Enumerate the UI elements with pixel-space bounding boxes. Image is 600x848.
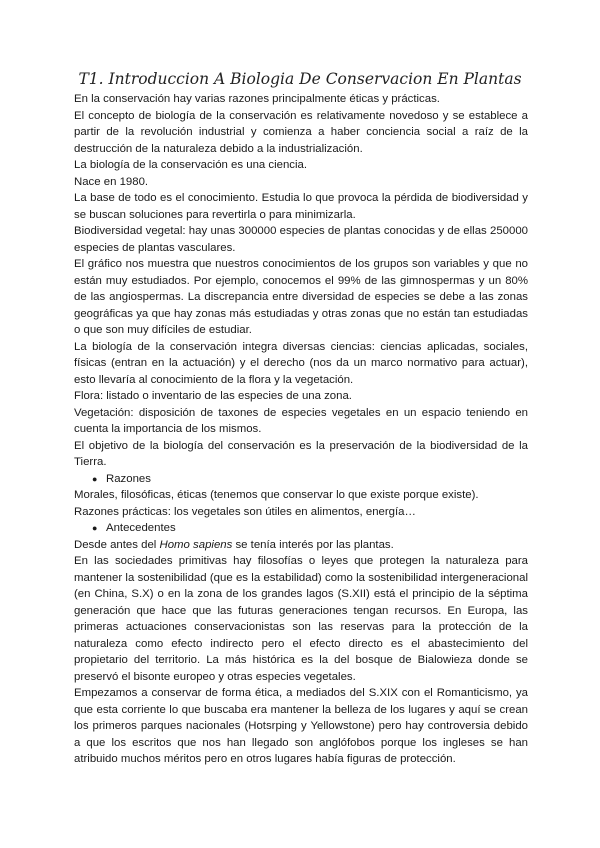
paragraph: En las sociedades primitivas hay filosofías o leyes que protegen la naturaleza para mantener la sostenibilidad (que es la estabilidad) como la sostenibilidad intergeneracional (en China, S.X) o en la zona de los grandes lagos (S.XII) está el principio de la séptima generación que hace que las futuras generaciones tengan recursos. En Europa, las primeras actuaciones conservacionistas son las reservas para la protección de la naturaleza como efecto indirecto pero el efecto directo es el abastecimiento del propietario del territorio. La más histórica es la del bosque de Bialowieza donde se preservó el bisonte europeo y otras especies vegetales. <box>74 555 528 683</box>
paragraph: Flora: listado o inventario de las especies de una zona. <box>74 390 352 402</box>
bullet-label: Antecedentes <box>106 522 176 534</box>
text-run: se tenía interés por las plantas. <box>232 538 394 551</box>
species-name: Homo sapiens <box>159 538 233 551</box>
paragraph: Empezamos a conservar de forma ética, a mediados del S.XIX con el Romanticismo, ya que esta corriente lo que buscaba era mantener la belleza de los lugares y aquí se crean los primeros parques nacionales (Hotsrping y Yellowstone) pero hay controversia debido a que los escritos que nos han llegado son anglófobos porque los ingleses se han atribuido muchos méritos pero en otros lugares había figuras de protección. <box>74 687 528 765</box>
paragraph-homo-sapiens <box>74 537 528 554</box>
page-title: T1. Introduccion A Biologia De Conservacion En Plantas <box>78 70 522 88</box>
bullet-label: Razones <box>106 472 151 485</box>
bullet-icon: ● <box>92 473 98 484</box>
bullet-icon: ● <box>92 523 98 533</box>
paragraph: La biología de la conservación es una ciencia. <box>74 159 308 171</box>
paragraph: La base de todo es el conocimiento. Estudia lo que provoca la pérdida de biodiversidad y se buscan soluciones para revertirla o para minimizarla. <box>74 192 528 221</box>
paragraph: La biología de la conservación integra diversas ciencias: ciencias aplicadas, sociales, físicas (entran en la actuación) y el derecho (nos da un marco normativo para actuar), esto llevaría al conocimiento de la flora y la vegetación. <box>74 340 528 386</box>
paragraph: Biodiversidad vegetal: hay unas 300000 especies de plantas conocidas y de ellas 250000 especies de plantas vasculares. <box>74 225 528 254</box>
paragraph: El concepto de biología de la conservación es relativamente novedoso y se establece a partir de la revolución industrial y comienza a haber conciencia social a raíz de la destrucción de la naturaleza debido a la industrialización. <box>74 109 528 155</box>
bullet-item-antecedentes <box>74 520 528 537</box>
text-run: Desde antes del <box>74 538 160 551</box>
document-body <box>74 91 528 768</box>
paragraph: Morales, filosóficas, éticas (tenemos que conservar lo que existe porque existe). <box>74 489 479 501</box>
paragraph: Razones prácticas: los vegetales son útiles en alimentos, energía… <box>74 505 416 518</box>
paragraph: El gráfico nos muestra que nuestros conocimientos de los grupos son variables y que no están muy estudiados. Por ejemplo, conocemos el 99% de las gimnospermas y un 80% de las angiospermas. La discrepancia entre diversidad de especies se debe a las zonas geográficas ya que hay zonas más estudiadas y otras zonas que no están tan estudiadas o que son muy difíciles de estudiar. <box>74 258 528 336</box>
paragraph: Nace en 1980. <box>74 175 149 188</box>
paragraph: Vegetación: disposición de taxones de especies vegetales en un espacio teniendo en cuenta la importancia de los mismos. <box>74 406 528 435</box>
paragraph: En la conservación hay varias razones principalmente éticas y prácticas. <box>74 93 440 105</box>
paragraph: El objetivo de la biología del conservación es la preservación de la biodiversidad de la Tierra. <box>74 439 528 468</box>
bullet-item-razones <box>74 471 528 488</box>
